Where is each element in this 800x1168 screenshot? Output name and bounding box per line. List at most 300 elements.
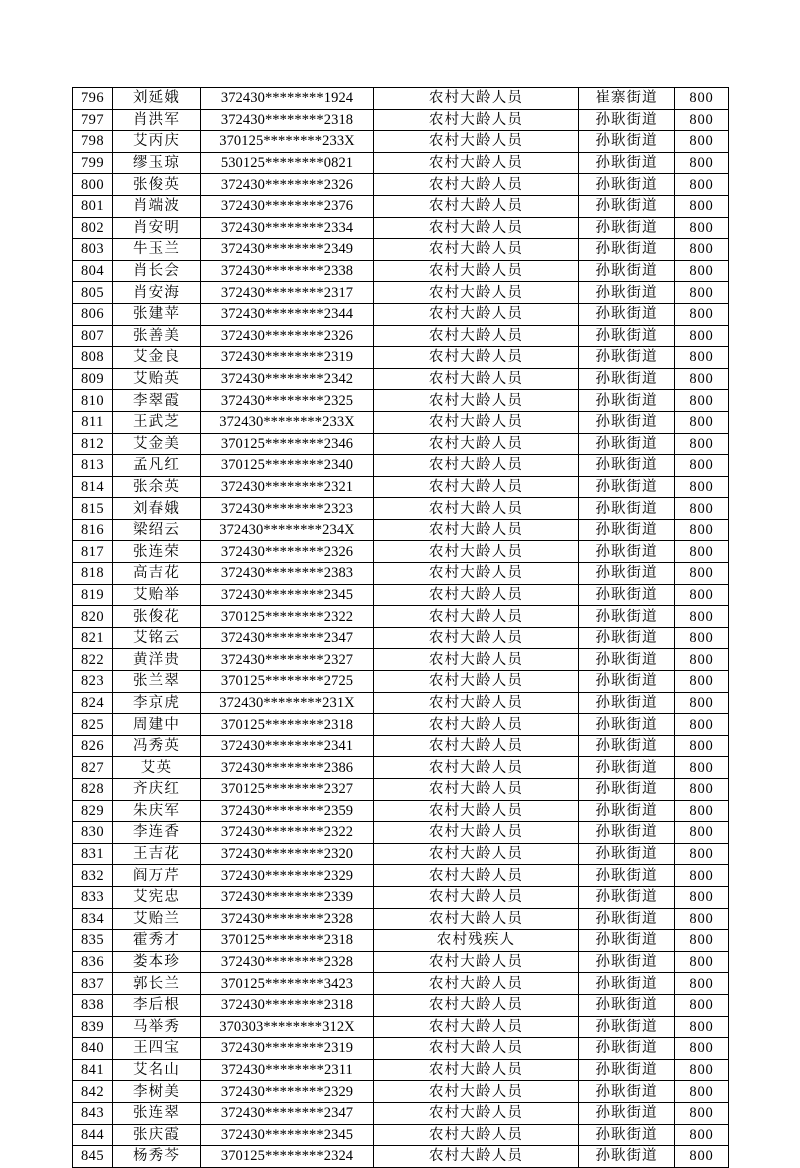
subdistrict: 孙耿街道 [579, 455, 675, 477]
recipient-name: 冯秀英 [113, 735, 201, 757]
amount: 800 [675, 217, 729, 239]
subdistrict: 孙耿街道 [579, 1038, 675, 1060]
sequence-number: 801 [73, 195, 113, 217]
sequence-number: 830 [73, 822, 113, 844]
id-number-masked: 370125********2318 [201, 714, 374, 736]
subdistrict: 孙耿街道 [579, 541, 675, 563]
subdistrict: 孙耿街道 [579, 584, 675, 606]
recipient-name: 张余英 [113, 476, 201, 498]
roster-table [72, 87, 729, 1168]
table-row [73, 1059, 729, 1081]
category: 农村大龄人员 [374, 260, 579, 282]
category: 农村大龄人员 [374, 1102, 579, 1124]
id-number-masked: 372430********2345 [201, 584, 374, 606]
amount: 800 [675, 109, 729, 131]
table-row [73, 282, 729, 304]
recipient-name: 张连翠 [113, 1102, 201, 1124]
amount: 800 [675, 627, 729, 649]
sequence-number: 804 [73, 260, 113, 282]
sequence-number: 809 [73, 368, 113, 390]
subdistrict: 孙耿街道 [579, 822, 675, 844]
sequence-number: 805 [73, 282, 113, 304]
id-number-masked: 372430********2318 [201, 109, 374, 131]
recipient-name: 张善美 [113, 325, 201, 347]
sequence-number: 839 [73, 1016, 113, 1038]
category: 农村大龄人员 [374, 519, 579, 541]
table-row [73, 757, 729, 779]
id-number-masked: 372430********2317 [201, 282, 374, 304]
amount: 800 [675, 152, 729, 174]
recipient-name: 朱庆军 [113, 800, 201, 822]
category: 农村大龄人员 [374, 671, 579, 693]
category: 农村大龄人员 [374, 800, 579, 822]
sequence-number: 800 [73, 174, 113, 196]
table-row [73, 239, 729, 261]
id-number-masked: 372430********2347 [201, 627, 374, 649]
sequence-number: 799 [73, 152, 113, 174]
id-number-masked: 372430********2325 [201, 390, 374, 412]
id-number-masked: 370125********2327 [201, 779, 374, 801]
id-number-masked: 372430********2349 [201, 239, 374, 261]
id-number-masked: 372430********2376 [201, 195, 374, 217]
sequence-number: 811 [73, 411, 113, 433]
id-number-masked: 372430********2329 [201, 865, 374, 887]
amount: 800 [675, 865, 729, 887]
recipient-name: 周建中 [113, 714, 201, 736]
id-number-masked: 372430********2339 [201, 886, 374, 908]
id-number-masked: 370125********2340 [201, 455, 374, 477]
id-number-masked: 372430********2359 [201, 800, 374, 822]
category: 农村大龄人员 [374, 908, 579, 930]
sequence-number: 802 [73, 217, 113, 239]
category: 农村大龄人员 [374, 973, 579, 995]
recipient-name: 艾英 [113, 757, 201, 779]
amount: 800 [675, 843, 729, 865]
sequence-number: 838 [73, 994, 113, 1016]
recipient-name: 霍秀才 [113, 930, 201, 952]
id-number-masked: 372430********2327 [201, 649, 374, 671]
table-row [73, 109, 729, 131]
sequence-number: 806 [73, 303, 113, 325]
table-row [73, 822, 729, 844]
sequence-number: 832 [73, 865, 113, 887]
amount: 800 [675, 325, 729, 347]
amount: 800 [675, 1081, 729, 1103]
recipient-name: 张俊花 [113, 606, 201, 628]
table-row [73, 195, 729, 217]
table-row [73, 779, 729, 801]
sequence-number: 822 [73, 649, 113, 671]
id-number-masked: 370125********3423 [201, 973, 374, 995]
category: 农村大龄人员 [374, 1124, 579, 1146]
table-row [73, 519, 729, 541]
category: 农村大龄人员 [374, 994, 579, 1016]
recipient-name: 郭长兰 [113, 973, 201, 995]
category: 农村大龄人员 [374, 455, 579, 477]
amount: 800 [675, 1038, 729, 1060]
subdistrict: 孙耿街道 [579, 1102, 675, 1124]
subdistrict: 孙耿街道 [579, 843, 675, 865]
sequence-number: 803 [73, 239, 113, 261]
subdistrict: 孙耿街道 [579, 779, 675, 801]
amount: 800 [675, 908, 729, 930]
amount: 800 [675, 649, 729, 671]
sequence-number: 820 [73, 606, 113, 628]
amount: 800 [675, 779, 729, 801]
id-number-masked: 372430********233X [201, 411, 374, 433]
category: 农村大龄人员 [374, 476, 579, 498]
recipient-name: 张兰翠 [113, 671, 201, 693]
amount: 800 [675, 455, 729, 477]
id-number-masked: 370303********312X [201, 1016, 374, 1038]
category: 农村大龄人员 [374, 541, 579, 563]
subdistrict: 孙耿街道 [579, 606, 675, 628]
amount: 800 [675, 1146, 729, 1168]
subdistrict: 孙耿街道 [579, 1124, 675, 1146]
table-row [73, 476, 729, 498]
table-row [73, 1102, 729, 1124]
id-number-masked: 370125********2346 [201, 433, 374, 455]
subdistrict: 孙耿街道 [579, 714, 675, 736]
category: 农村大龄人员 [374, 886, 579, 908]
recipient-name: 张俊英 [113, 174, 201, 196]
amount: 800 [675, 692, 729, 714]
subdistrict: 孙耿街道 [579, 282, 675, 304]
table-row [73, 735, 729, 757]
id-number-masked: 372430********2320 [201, 843, 374, 865]
amount: 800 [675, 174, 729, 196]
table-row [73, 584, 729, 606]
category: 农村大龄人员 [374, 1146, 579, 1168]
subdistrict: 孙耿街道 [579, 563, 675, 585]
amount: 800 [675, 584, 729, 606]
table-row [73, 908, 729, 930]
id-number-masked: 372430********231X [201, 692, 374, 714]
id-number-masked: 372430********2342 [201, 368, 374, 390]
sequence-number: 819 [73, 584, 113, 606]
category: 农村大龄人员 [374, 174, 579, 196]
sequence-number: 840 [73, 1038, 113, 1060]
sequence-number: 814 [73, 476, 113, 498]
recipient-name: 肖端波 [113, 195, 201, 217]
category: 农村大龄人员 [374, 692, 579, 714]
table-row [73, 1016, 729, 1038]
category: 农村残疾人 [374, 930, 579, 952]
amount: 800 [675, 347, 729, 369]
table-row [73, 886, 729, 908]
id-number-masked: 372430********2329 [201, 1081, 374, 1103]
id-number-masked: 372430********2326 [201, 325, 374, 347]
subdistrict: 孙耿街道 [579, 368, 675, 390]
table-row [73, 692, 729, 714]
subdistrict: 孙耿街道 [579, 152, 675, 174]
id-number-masked: 372430********2347 [201, 1102, 374, 1124]
amount: 800 [675, 195, 729, 217]
amount: 800 [675, 519, 729, 541]
recipient-name: 娄本珍 [113, 951, 201, 973]
sequence-number: 821 [73, 627, 113, 649]
amount: 800 [675, 260, 729, 282]
category: 农村大龄人员 [374, 88, 579, 110]
category: 农村大龄人员 [374, 757, 579, 779]
recipient-name: 阎万芹 [113, 865, 201, 887]
amount: 800 [675, 714, 729, 736]
sequence-number: 845 [73, 1146, 113, 1168]
table-row [73, 649, 729, 671]
recipient-name: 黄洋贵 [113, 649, 201, 671]
sequence-number: 813 [73, 455, 113, 477]
table-row [73, 973, 729, 995]
table-row [73, 930, 729, 952]
category: 农村大龄人员 [374, 347, 579, 369]
id-number-masked: 372430********2319 [201, 1038, 374, 1060]
amount: 800 [675, 800, 729, 822]
category: 农村大龄人员 [374, 433, 579, 455]
table-row [73, 498, 729, 520]
sequence-number: 797 [73, 109, 113, 131]
sequence-number: 844 [73, 1124, 113, 1146]
recipient-name: 艾贻兰 [113, 908, 201, 930]
sequence-number: 823 [73, 671, 113, 693]
recipient-name: 李后根 [113, 994, 201, 1016]
category: 农村大龄人员 [374, 627, 579, 649]
subdistrict: 孙耿街道 [579, 411, 675, 433]
amount: 800 [675, 951, 729, 973]
sequence-number: 798 [73, 131, 113, 153]
table-row [73, 606, 729, 628]
subdistrict: 孙耿街道 [579, 347, 675, 369]
table-row [73, 174, 729, 196]
table-row [73, 217, 729, 239]
subdistrict: 孙耿街道 [579, 973, 675, 995]
table-row [73, 563, 729, 585]
id-number-masked: 370125********2322 [201, 606, 374, 628]
recipient-name: 李翠霞 [113, 390, 201, 412]
table-row [73, 951, 729, 973]
amount: 800 [675, 1059, 729, 1081]
amount: 800 [675, 282, 729, 304]
recipient-name: 肖安海 [113, 282, 201, 304]
id-number-masked: 372430********2386 [201, 757, 374, 779]
recipient-name: 艾丙庆 [113, 131, 201, 153]
id-number-masked: 372430********2319 [201, 347, 374, 369]
category: 农村大龄人员 [374, 649, 579, 671]
amount: 800 [675, 973, 729, 995]
recipient-name: 杨秀芩 [113, 1146, 201, 1168]
subdistrict: 孙耿街道 [579, 649, 675, 671]
recipient-name: 牛玉兰 [113, 239, 201, 261]
recipient-name: 马举秀 [113, 1016, 201, 1038]
sequence-number: 807 [73, 325, 113, 347]
table-row [73, 541, 729, 563]
subdistrict: 孙耿街道 [579, 239, 675, 261]
roster-table-body [73, 88, 729, 1168]
category: 农村大龄人员 [374, 822, 579, 844]
subdistrict: 孙耿街道 [579, 195, 675, 217]
id-number-masked: 372430********2323 [201, 498, 374, 520]
category: 农村大龄人员 [374, 865, 579, 887]
table-row [73, 671, 729, 693]
table-row [73, 131, 729, 153]
id-number-masked: 372430********2321 [201, 476, 374, 498]
table-row [73, 347, 729, 369]
amount: 800 [675, 433, 729, 455]
id-number-masked: 370125********2324 [201, 1146, 374, 1168]
sequence-number: 824 [73, 692, 113, 714]
recipient-name: 李连香 [113, 822, 201, 844]
recipient-name: 高吉花 [113, 563, 201, 585]
category: 农村大龄人员 [374, 1016, 579, 1038]
recipient-name: 孟凡红 [113, 455, 201, 477]
sequence-number: 829 [73, 800, 113, 822]
amount: 800 [675, 131, 729, 153]
subdistrict: 孙耿街道 [579, 390, 675, 412]
recipient-name: 王四宝 [113, 1038, 201, 1060]
sequence-number: 837 [73, 973, 113, 995]
table-row [73, 800, 729, 822]
table-row [73, 1124, 729, 1146]
id-number-masked: 372430********2345 [201, 1124, 374, 1146]
sequence-number: 817 [73, 541, 113, 563]
category: 农村大龄人员 [374, 951, 579, 973]
amount: 800 [675, 930, 729, 952]
recipient-name: 王吉花 [113, 843, 201, 865]
subdistrict: 孙耿街道 [579, 994, 675, 1016]
table-row [73, 303, 729, 325]
recipient-name: 肖洪军 [113, 109, 201, 131]
recipient-name: 张建苹 [113, 303, 201, 325]
category: 农村大龄人员 [374, 131, 579, 153]
amount: 800 [675, 498, 729, 520]
id-number-masked: 372430********2326 [201, 174, 374, 196]
subdistrict: 孙耿街道 [579, 757, 675, 779]
roster-table-container [72, 87, 728, 1168]
subdistrict: 孙耿街道 [579, 908, 675, 930]
id-number-masked: 370125********233X [201, 131, 374, 153]
category: 农村大龄人员 [374, 239, 579, 261]
category: 农村大龄人员 [374, 217, 579, 239]
subdistrict: 孙耿街道 [579, 1016, 675, 1038]
recipient-name: 艾铭云 [113, 627, 201, 649]
amount: 800 [675, 1124, 729, 1146]
subdistrict: 孙耿街道 [579, 800, 675, 822]
sequence-number: 836 [73, 951, 113, 973]
id-number-masked: 372430********2322 [201, 822, 374, 844]
table-row [73, 865, 729, 887]
category: 农村大龄人员 [374, 195, 579, 217]
category: 农村大龄人员 [374, 779, 579, 801]
recipient-name: 张连荣 [113, 541, 201, 563]
amount: 800 [675, 1016, 729, 1038]
table-row [73, 994, 729, 1016]
subdistrict: 孙耿街道 [579, 109, 675, 131]
id-number-masked: 372430********2328 [201, 951, 374, 973]
recipient-name: 艾贻举 [113, 584, 201, 606]
sequence-number: 833 [73, 886, 113, 908]
recipient-name: 李京虎 [113, 692, 201, 714]
subdistrict: 孙耿街道 [579, 1059, 675, 1081]
subdistrict: 孙耿街道 [579, 735, 675, 757]
subdistrict: 孙耿街道 [579, 476, 675, 498]
recipient-name: 李树美 [113, 1081, 201, 1103]
subdistrict: 孙耿街道 [579, 951, 675, 973]
sequence-number: 828 [73, 779, 113, 801]
id-number-masked: 370125********2725 [201, 671, 374, 693]
recipient-name: 艾金良 [113, 347, 201, 369]
amount: 800 [675, 303, 729, 325]
id-number-masked: 372430********234X [201, 519, 374, 541]
id-number-masked: 372430********2341 [201, 735, 374, 757]
recipient-name: 刘春娥 [113, 498, 201, 520]
sequence-number: 816 [73, 519, 113, 541]
subdistrict: 孙耿街道 [579, 217, 675, 239]
amount: 800 [675, 671, 729, 693]
table-row [73, 1146, 729, 1168]
id-number-masked: 372430********2328 [201, 908, 374, 930]
sequence-number: 796 [73, 88, 113, 110]
subdistrict: 孙耿街道 [579, 519, 675, 541]
category: 农村大龄人员 [374, 282, 579, 304]
subdistrict: 孙耿街道 [579, 325, 675, 347]
table-row [73, 1038, 729, 1060]
recipient-name: 艾贻英 [113, 368, 201, 390]
id-number-masked: 372430********2338 [201, 260, 374, 282]
subdistrict: 崔寨街道 [579, 88, 675, 110]
sequence-number: 827 [73, 757, 113, 779]
category: 农村大龄人员 [374, 714, 579, 736]
subdistrict: 孙耿街道 [579, 1081, 675, 1103]
amount: 800 [675, 239, 729, 261]
recipient-name: 肖长会 [113, 260, 201, 282]
sequence-number: 831 [73, 843, 113, 865]
subdistrict: 孙耿街道 [579, 692, 675, 714]
subdistrict: 孙耿街道 [579, 671, 675, 693]
category: 农村大龄人员 [374, 1081, 579, 1103]
amount: 800 [675, 757, 729, 779]
subdistrict: 孙耿街道 [579, 498, 675, 520]
table-row [73, 627, 729, 649]
category: 农村大龄人员 [374, 1059, 579, 1081]
amount: 800 [675, 1102, 729, 1124]
recipient-name: 艾宪忠 [113, 886, 201, 908]
table-row [73, 433, 729, 455]
amount: 800 [675, 563, 729, 585]
recipient-name: 艾金美 [113, 433, 201, 455]
id-number-masked: 372430********2344 [201, 303, 374, 325]
recipient-name: 齐庆红 [113, 779, 201, 801]
subdistrict: 孙耿街道 [579, 627, 675, 649]
table-row [73, 714, 729, 736]
table-row [73, 260, 729, 282]
table-row [73, 390, 729, 412]
sequence-number: 842 [73, 1081, 113, 1103]
recipient-name: 缪玉琼 [113, 152, 201, 174]
category: 农村大龄人员 [374, 325, 579, 347]
amount: 800 [675, 390, 729, 412]
recipient-name: 张庆霞 [113, 1124, 201, 1146]
sequence-number: 825 [73, 714, 113, 736]
category: 农村大龄人员 [374, 843, 579, 865]
table-row [73, 843, 729, 865]
amount: 800 [675, 476, 729, 498]
subdistrict: 孙耿街道 [579, 131, 675, 153]
id-number-masked: 372430********2318 [201, 994, 374, 1016]
subdistrict: 孙耿街道 [579, 303, 675, 325]
category: 农村大龄人员 [374, 411, 579, 433]
id-number-masked: 370125********2318 [201, 930, 374, 952]
category: 农村大龄人员 [374, 109, 579, 131]
recipient-name: 王武芝 [113, 411, 201, 433]
